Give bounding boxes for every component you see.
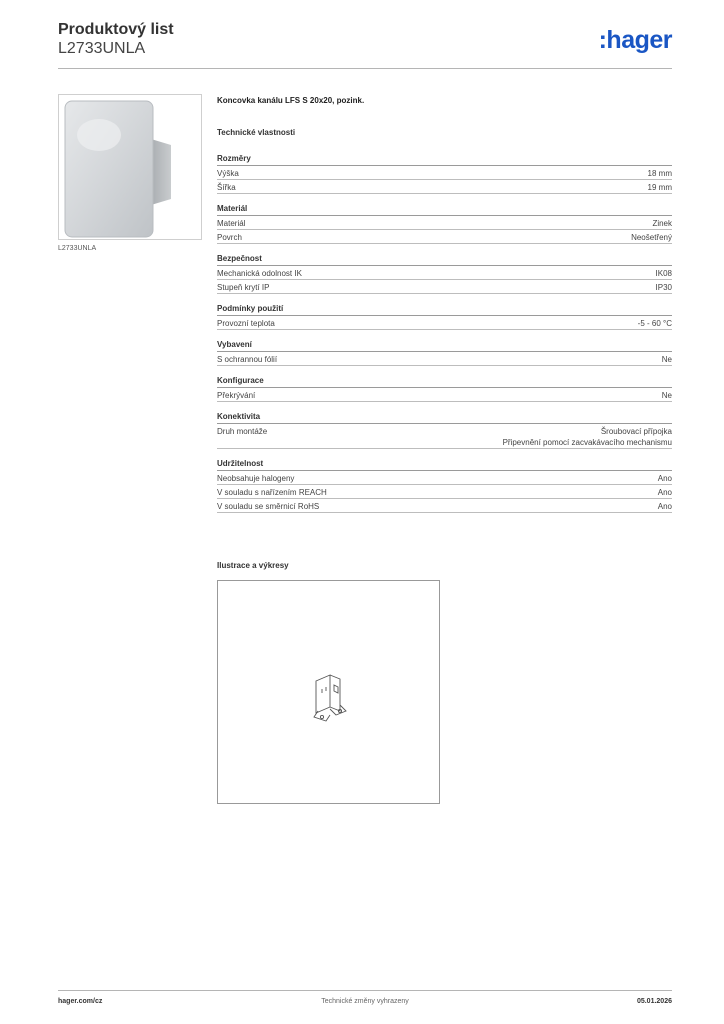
product-photo-image	[59, 95, 202, 240]
spec-value	[662, 354, 672, 365]
spec-value-line: Ne	[661, 355, 672, 364]
spec-label: Materiál	[217, 219, 246, 228]
spec-row	[217, 166, 672, 180]
spec-value-line: Šroubovací přípojka	[600, 427, 672, 436]
spec-label: Druh montáže	[217, 427, 268, 436]
spec-label: Překrývání	[217, 391, 256, 400]
spec-value-line: Připevnění pomocí zacvakávacího mechanismu	[502, 438, 672, 447]
spec-label: V souladu s nařízením REACH	[217, 488, 327, 497]
spec-value	[656, 282, 672, 293]
spec-row	[217, 180, 672, 194]
spec-value-line: Ne	[661, 391, 672, 400]
spec-group	[217, 376, 672, 402]
spec-label: Šířka	[217, 183, 236, 192]
spec-value	[658, 501, 672, 512]
photo-caption: L2733UNLA	[58, 245, 97, 252]
spec-value	[656, 268, 672, 279]
technical-drawing-image	[218, 581, 441, 805]
spec-row	[217, 266, 672, 280]
spec-group-title: Materiál	[217, 204, 672, 216]
spec-label: Mechanická odolnost IK	[217, 269, 302, 278]
spec-row	[217, 352, 672, 366]
product-photo	[58, 94, 202, 240]
spec-group-title: Podmínky použití	[217, 304, 672, 316]
technical-drawing	[217, 580, 440, 804]
spec-row	[217, 280, 672, 294]
spec-row	[217, 230, 672, 244]
spec-row	[217, 471, 672, 485]
spec-row	[217, 485, 672, 499]
document-title: Produktový list	[58, 21, 174, 38]
spec-value	[648, 182, 672, 193]
product-description: Koncovka kanálu LFS S 20x20, pozink.	[217, 96, 365, 105]
spec-group	[217, 204, 672, 244]
spec-group-title: Rozměry	[217, 154, 672, 166]
spec-label: Povrch	[217, 233, 242, 242]
spec-value	[631, 232, 672, 243]
spec-value-line: Ano	[657, 502, 672, 511]
spec-row	[217, 424, 672, 449]
spec-value-line: IK08	[655, 269, 672, 278]
header-divider	[58, 68, 672, 69]
spec-value	[662, 390, 672, 401]
spec-label: Výška	[217, 169, 239, 178]
spec-value	[658, 487, 672, 498]
illustrations-heading: Ilustrace a výkresy	[217, 561, 289, 570]
spec-row	[217, 316, 672, 330]
page-header	[58, 20, 672, 70]
website-link[interactable]: hager.com/cz	[58, 998, 103, 1005]
spec-value	[648, 168, 672, 179]
spec-value-line: -5 - 60 °C	[637, 319, 672, 328]
spec-row	[217, 499, 672, 513]
spec-value-line: Ano	[657, 474, 672, 483]
spec-value-line: Ano	[657, 488, 672, 497]
document-date: 05.01.2026	[636, 998, 672, 1005]
technical-properties-heading: Technické vlastnosti	[217, 128, 296, 137]
disclaimer: Technické změny vyhrazeny	[321, 998, 409, 1005]
spec-row	[217, 388, 672, 402]
footer-divider	[58, 990, 672, 991]
spec-label: Neobsahuje halogeny	[217, 474, 295, 483]
spec-groups	[217, 154, 672, 513]
spec-group	[217, 154, 672, 194]
spec-value-line: Zinek	[652, 219, 672, 228]
spec-label: Stupeň krytí IP	[217, 283, 270, 292]
spec-value	[652, 218, 672, 229]
spec-group	[217, 304, 672, 330]
spec-value-line: 18 mm	[647, 169, 672, 178]
spec-group-title: Bezpečnost	[217, 254, 672, 266]
spec-value-line: Neošetřený	[631, 233, 672, 242]
spec-label: S ochrannou fólií	[217, 355, 278, 364]
spec-label: V souladu se směrnicí RoHS	[217, 502, 320, 511]
spec-label: Provozní teplota	[217, 319, 275, 328]
hager-logo: :hager	[598, 26, 672, 54]
specifications	[217, 96, 672, 523]
spec-group-title: Konfigurace	[217, 376, 672, 388]
spec-group-title: Udržitelnost	[217, 459, 672, 471]
spec-value	[503, 426, 672, 448]
spec-group	[217, 412, 672, 449]
spec-group	[217, 254, 672, 294]
product-code: L2733UNLA	[58, 40, 146, 57]
spec-group	[217, 459, 672, 513]
spec-group-title: Vybavení	[217, 340, 672, 352]
spec-group	[217, 340, 672, 366]
spec-value-line: IP30	[655, 283, 672, 292]
spec-value	[638, 318, 672, 329]
spec-group-title: Konektivita	[217, 412, 672, 424]
spec-value-line: 19 mm	[647, 183, 672, 192]
spec-row	[217, 216, 672, 230]
spec-value	[658, 473, 672, 484]
